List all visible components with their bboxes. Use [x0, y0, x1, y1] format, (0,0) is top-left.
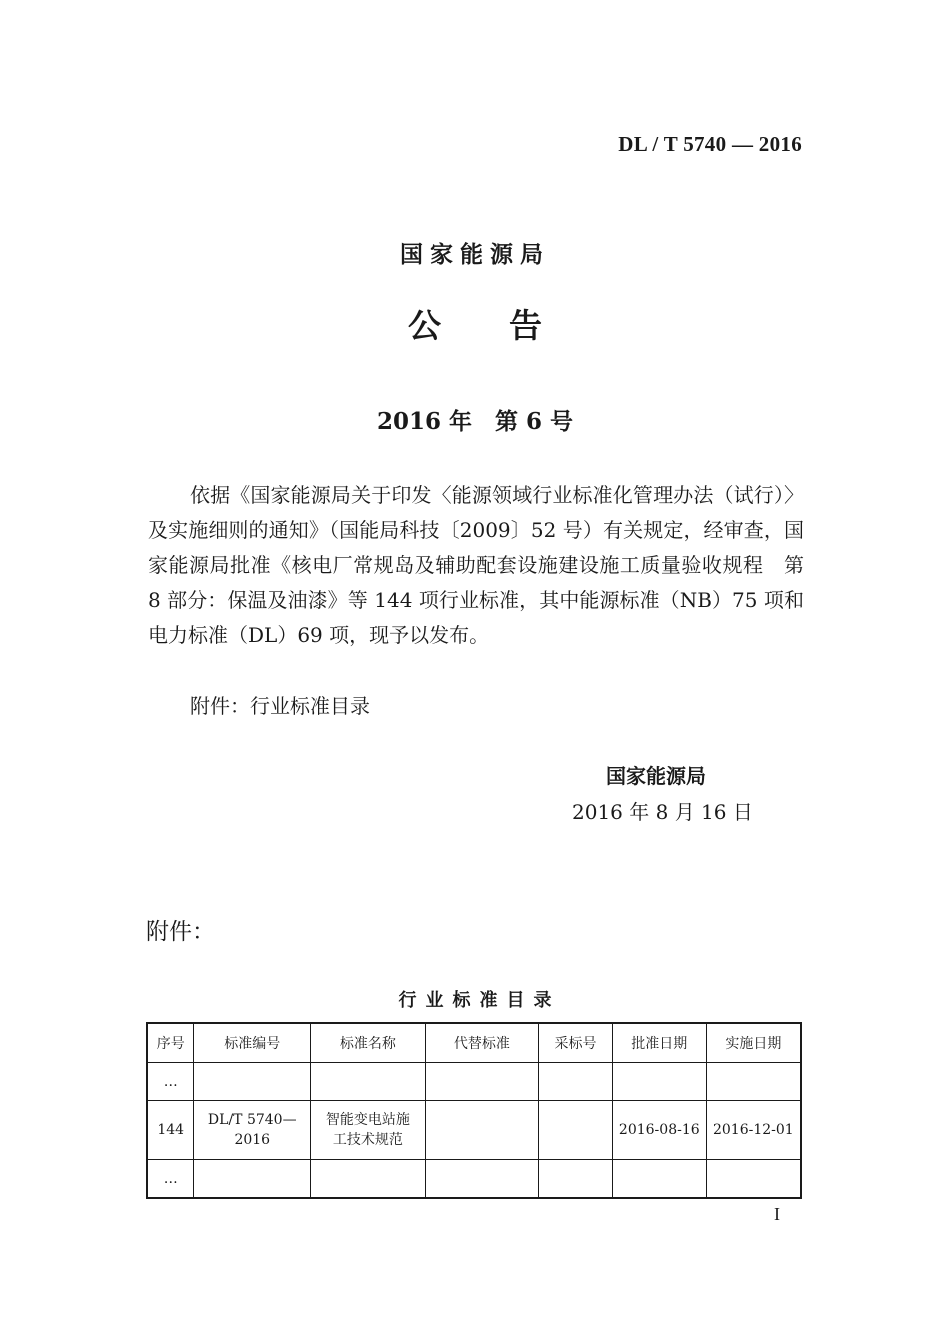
standard-code: DL / T 5740 — 2016 [618, 132, 802, 156]
table-cell: DL/T 5740— 2016 [194, 1101, 311, 1160]
page-number: I [774, 1204, 780, 1224]
table-header-row [147, 1023, 801, 1063]
col-header-code: 标准编号 [194, 1023, 311, 1063]
table-row [147, 1063, 801, 1101]
col-header-approval-date: 批准日期 [612, 1023, 706, 1063]
attachment-label: 附件： [146, 919, 215, 945]
issuer-heading: 国家能源局 [400, 242, 550, 268]
table-title: 行业标准目录 [398, 990, 561, 1011]
table-cell [539, 1101, 613, 1160]
table-cell [539, 1063, 613, 1101]
table-cell [539, 1160, 613, 1199]
table-cell: 144 [147, 1101, 194, 1160]
attachment-reference: 附件：行业标准目录 [190, 694, 370, 718]
signature-org: 国家能源局 [606, 764, 706, 788]
table-cell [425, 1160, 539, 1199]
table-cell [425, 1101, 539, 1160]
col-header-replaces: 代替标准 [425, 1023, 539, 1063]
table-cell: 2016-12-01 [706, 1101, 801, 1160]
table-cell [425, 1063, 539, 1101]
table-row [147, 1101, 801, 1160]
signature-date: 2016 年 8 月 16 日 [572, 800, 753, 824]
col-header-seq: 序号 [147, 1023, 194, 1063]
col-header-adopted: 采标号 [539, 1023, 613, 1063]
notice-title: 公告 [408, 306, 610, 345]
table-cell: … [147, 1063, 194, 1101]
standards-table [146, 1022, 802, 1199]
table-cell [311, 1063, 426, 1101]
col-header-name: 标准名称 [311, 1023, 426, 1063]
table-cell [612, 1160, 706, 1199]
table-cell: 2016-08-16 [612, 1101, 706, 1160]
table-cell: … [147, 1160, 194, 1199]
table-cell: 智能变电站施 工技术规范 [311, 1101, 426, 1160]
table-cell [706, 1063, 801, 1101]
table-cell [194, 1160, 311, 1199]
table-cell [311, 1160, 426, 1199]
notice-body: 依据《国家能源局关于印发〈能源领域行业标准化管理办法（试行）〉及实施细则的通知》（国能局科技〔2009〕52 号）有关规定，经审查，国家能源局批准《核电厂常规岛及辅助配套设施建设施工质量验收规程 第 8 部分：保温及油漆》等 144 项行业标准，其中能源标准（NB）75 项和电力标准（DL）69 项，现予以发布。 [148, 483, 804, 647]
table-cell [706, 1160, 801, 1199]
table-row [147, 1160, 801, 1199]
table-cell [194, 1063, 311, 1101]
table-cell [612, 1063, 706, 1101]
col-header-effective-date: 实施日期 [706, 1023, 801, 1063]
issue-number: 2016 年 第 6 号 [376, 408, 574, 435]
